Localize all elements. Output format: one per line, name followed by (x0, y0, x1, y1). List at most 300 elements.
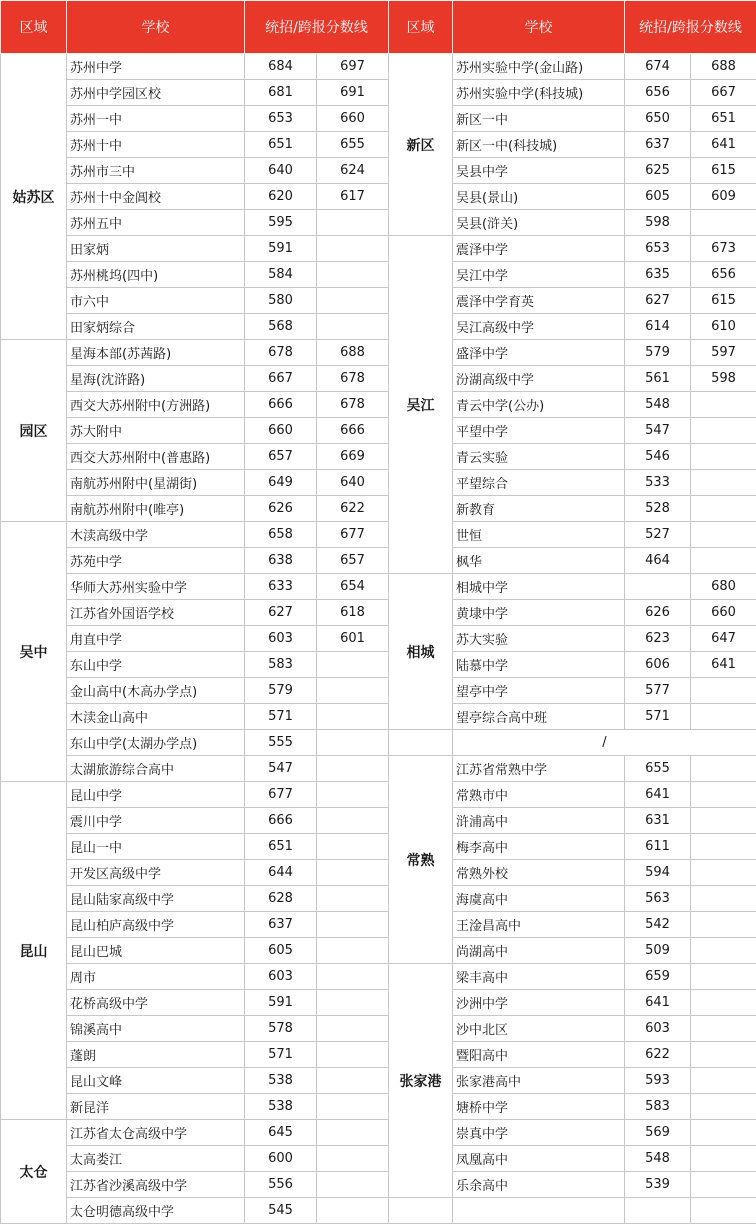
unified-score-cell: 633 (245, 574, 317, 600)
unified-score-cell: 584 (245, 262, 317, 288)
cross-score-cell (691, 210, 756, 236)
unified-score-cell: 611 (625, 834, 691, 860)
unified-score-cell: 655 (625, 756, 691, 782)
school-name-cell: 苏大附中 (67, 418, 245, 444)
school-name-cell: 太仓明德高级中学 (67, 1198, 245, 1224)
unified-score-cell: 509 (625, 938, 691, 964)
school-name-cell: 花桥高级中学 (67, 990, 245, 1016)
cross-score-cell: 617 (317, 184, 389, 210)
cross-score-cell (691, 782, 756, 808)
cross-score-cell (691, 964, 756, 990)
unified-score-cell: 579 (625, 340, 691, 366)
school-name-cell: 苏大实验 (453, 626, 625, 652)
table-row (1, 132, 756, 158)
region-cell-right: 相城 (389, 574, 453, 730)
school-name-cell: 东山中学(太湖办学点) (67, 730, 245, 756)
table-row (1, 834, 756, 860)
cross-score-cell: 656 (691, 262, 756, 288)
cross-score-cell (691, 496, 756, 522)
unified-score-cell: 538 (245, 1068, 317, 1094)
cross-score-cell (317, 1094, 389, 1120)
cross-score-cell: 666 (317, 418, 389, 444)
school-name-cell: 凤凰高中 (453, 1146, 625, 1172)
unified-score-cell: 598 (625, 210, 691, 236)
region-cell-left: 园区 (1, 340, 67, 522)
table-row (1, 1146, 756, 1172)
table-row (1, 678, 756, 704)
unified-score-cell: 622 (625, 1042, 691, 1068)
unified-score-cell: 556 (245, 1172, 317, 1198)
school-name-cell: 平望综合 (453, 470, 625, 496)
table-row (1, 366, 756, 392)
table-row (1, 964, 756, 990)
table-row (1, 184, 756, 210)
unified-score-cell: 627 (245, 600, 317, 626)
unified-score-cell: 595 (245, 210, 317, 236)
cross-score-cell (317, 1172, 389, 1198)
school-name-cell: 汾湖高级中学 (453, 366, 625, 392)
school-name-cell: 吴县中学 (453, 158, 625, 184)
unified-score-cell: 583 (245, 652, 317, 678)
unified-score-cell: 640 (245, 158, 317, 184)
unified-score-cell: 660 (245, 418, 317, 444)
unified-score-cell: 638 (245, 548, 317, 574)
school-name-cell: 苏州实验中学(金山路) (453, 54, 625, 80)
unified-score-cell: 580 (245, 288, 317, 314)
unified-score-cell: 637 (625, 132, 691, 158)
unified-score-cell: 528 (625, 496, 691, 522)
school-name-cell: 开发区高级中学 (67, 860, 245, 886)
unified-score-cell: 677 (245, 782, 317, 808)
school-name-cell: 苏州一中 (67, 106, 245, 132)
cross-score-cell (317, 886, 389, 912)
school-name-cell: 震川中学 (67, 808, 245, 834)
cross-score-cell (317, 704, 389, 730)
table-row (1, 886, 756, 912)
unified-score-cell: 571 (625, 704, 691, 730)
table-row (1, 756, 756, 782)
school-name-cell: 黄埭中学 (453, 600, 625, 626)
unified-score-cell: 539 (625, 1172, 691, 1198)
table-row (1, 1198, 756, 1224)
school-name-cell: 常熟外校 (453, 860, 625, 886)
cross-score-cell (317, 236, 389, 262)
unified-score-cell: 569 (625, 1120, 691, 1146)
table-row (1, 444, 756, 470)
cross-score-cell: 640 (317, 470, 389, 496)
cross-score-cell: 697 (317, 54, 389, 80)
table-row (1, 1068, 756, 1094)
unified-score-cell: 620 (245, 184, 317, 210)
unified-score-cell: 593 (625, 1068, 691, 1094)
school-name-cell: 金山高中(木高办学点) (67, 678, 245, 704)
empty-cell (691, 1198, 756, 1224)
school-name-cell: 昆山文峰 (67, 1068, 245, 1094)
school-name-cell: 江苏省外国语学校 (67, 600, 245, 626)
cross-score-cell (317, 756, 389, 782)
region-cell-right: 张家港 (389, 964, 453, 1198)
school-name-cell: 苏州十中金阊校 (67, 184, 245, 210)
school-name-cell: 田家炳 (67, 236, 245, 262)
region-cell-left: 太仓 (1, 1120, 67, 1224)
unified-score-cell: 546 (625, 444, 691, 470)
table-row (1, 288, 756, 314)
cross-score-cell (317, 678, 389, 704)
school-name-cell: 华师大苏州实验中学 (67, 574, 245, 600)
cross-score-cell: 667 (691, 80, 756, 106)
school-name-cell: 木渎高级中学 (67, 522, 245, 548)
school-name-cell: 吴江中学 (453, 262, 625, 288)
table-row (1, 1172, 756, 1198)
empty-cell (389, 730, 453, 756)
table-row (1, 808, 756, 834)
cross-score-cell (691, 808, 756, 834)
school-name-cell: 东山中学 (67, 652, 245, 678)
unified-score-cell: 635 (625, 262, 691, 288)
unified-score-cell: 547 (245, 756, 317, 782)
table-row (1, 418, 756, 444)
school-name-cell: 新教育 (453, 496, 625, 522)
table-row (1, 626, 756, 652)
cross-score-cell: 641 (691, 132, 756, 158)
school-name-cell: 苏州市三中 (67, 158, 245, 184)
table-row (1, 236, 756, 262)
table-row (1, 782, 756, 808)
school-name-cell: 陆慕中学 (453, 652, 625, 678)
unified-score-cell: 623 (625, 626, 691, 652)
table-row (1, 860, 756, 886)
empty-cell (389, 1198, 453, 1224)
cross-score-cell (691, 990, 756, 1016)
unified-score-cell: 641 (625, 782, 691, 808)
school-name-cell: 田家炳综合 (67, 314, 245, 340)
unified-score-cell: 626 (245, 496, 317, 522)
school-name-cell: 吴县(景山) (453, 184, 625, 210)
unified-score-cell: 666 (245, 392, 317, 418)
cross-score-cell: 622 (317, 496, 389, 522)
unified-score-cell: 555 (245, 730, 317, 756)
unified-score-cell: 605 (245, 938, 317, 964)
school-name-cell: 相城中学 (453, 574, 625, 600)
empty-cell (453, 1198, 625, 1224)
table-row (1, 990, 756, 1016)
unified-score-cell: 542 (625, 912, 691, 938)
school-name-cell: 沙中北区 (453, 1016, 625, 1042)
table-row (1, 340, 756, 366)
school-name-cell: 锦溪高中 (67, 1016, 245, 1042)
cross-score-cell (317, 834, 389, 860)
table-row (1, 314, 756, 340)
cross-score-cell: 601 (317, 626, 389, 652)
unified-score-cell: 568 (245, 314, 317, 340)
unified-score-cell: 605 (625, 184, 691, 210)
school-name-cell: 太高娄江 (67, 1146, 245, 1172)
school-name-cell: 苏州中学 (67, 54, 245, 80)
school-name-cell: 崇真中学 (453, 1120, 625, 1146)
header-school-right: 学校 (453, 1, 625, 54)
school-name-cell: 青云中学(公办) (453, 392, 625, 418)
table-row (1, 912, 756, 938)
unified-score-cell: 563 (625, 886, 691, 912)
cross-score-cell (317, 730, 389, 756)
school-name-cell: 震泽中学育英 (453, 288, 625, 314)
cross-score-cell (317, 1198, 389, 1224)
table-row (1, 54, 756, 80)
cross-score-cell (691, 834, 756, 860)
table-row (1, 392, 756, 418)
table-row (1, 938, 756, 964)
region-cell-left: 昆山 (1, 782, 67, 1120)
unified-score-cell: 644 (245, 860, 317, 886)
cross-score-cell (317, 860, 389, 886)
unified-score-cell: 533 (625, 470, 691, 496)
unified-score-cell: 603 (245, 964, 317, 990)
cross-score-cell (317, 288, 389, 314)
school-name-cell: 常熟市中 (453, 782, 625, 808)
school-name-cell: 江苏省太仓高级中学 (67, 1120, 245, 1146)
cross-score-cell: 691 (317, 80, 389, 106)
unified-score-cell: 579 (245, 678, 317, 704)
unified-score-cell: 583 (625, 1094, 691, 1120)
cross-score-cell (317, 964, 389, 990)
empty-cell (625, 1198, 691, 1224)
unified-score-cell: 645 (245, 1120, 317, 1146)
cross-score-cell: 677 (317, 522, 389, 548)
school-name-cell: 昆山巴城 (67, 938, 245, 964)
cross-score-cell: 669 (317, 444, 389, 470)
cross-score-cell: 678 (317, 392, 389, 418)
unified-score-cell: 571 (245, 704, 317, 730)
unified-score-cell: 627 (625, 288, 691, 314)
cross-score-cell (691, 1172, 756, 1198)
table-row (1, 1042, 756, 1068)
school-name-cell: 蓬朗 (67, 1042, 245, 1068)
cross-score-cell (691, 886, 756, 912)
unified-score-cell: 561 (625, 366, 691, 392)
school-name-cell: 吴县(浒关) (453, 210, 625, 236)
table-row (1, 548, 756, 574)
unified-score-cell: 571 (245, 1042, 317, 1068)
school-name-cell: 昆山一中 (67, 834, 245, 860)
school-name-cell: 吴江高级中学 (453, 314, 625, 340)
cross-score-cell (317, 938, 389, 964)
school-name-cell: 沙洲中学 (453, 990, 625, 1016)
table-row (1, 652, 756, 678)
unified-score-cell: 527 (625, 522, 691, 548)
unified-score-cell: 464 (625, 548, 691, 574)
school-name-cell: 浒浦高中 (453, 808, 625, 834)
region-cell-right: 新区 (389, 54, 453, 236)
school-name-cell: 星海(沈浒路) (67, 366, 245, 392)
school-name-cell: 南航苏州附中(唯亭) (67, 496, 245, 522)
unified-score-cell: 545 (245, 1198, 317, 1224)
cross-score-cell: 598 (691, 366, 756, 392)
school-name-cell: 震泽中学 (453, 236, 625, 262)
header-score-right: 统招/跨报分数线 (625, 1, 756, 54)
school-name-cell: 望亭中学 (453, 678, 625, 704)
cross-score-cell: 660 (691, 600, 756, 626)
cross-score-cell (317, 210, 389, 236)
school-name-cell: 苏州中学园区校 (67, 80, 245, 106)
school-name-cell: 甪直中学 (67, 626, 245, 652)
cross-score-cell (691, 392, 756, 418)
school-name-cell: 张家港高中 (453, 1068, 625, 1094)
cross-score-cell: 651 (691, 106, 756, 132)
cross-score-cell (691, 548, 756, 574)
school-name-cell: 苏州十中 (67, 132, 245, 158)
header-region-right: 区域 (389, 1, 453, 54)
table-row (1, 496, 756, 522)
school-name-cell: 太湖旅游综合高中 (67, 756, 245, 782)
cross-score-cell: 657 (317, 548, 389, 574)
cross-score-cell: 673 (691, 236, 756, 262)
table-row (1, 574, 756, 600)
cross-score-cell (317, 912, 389, 938)
table-row (1, 704, 756, 730)
cross-score-cell (317, 652, 389, 678)
school-name-cell: 盛泽中学 (453, 340, 625, 366)
school-name-cell: 青云实验 (453, 444, 625, 470)
cross-score-cell (691, 1042, 756, 1068)
school-name-cell: 枫华 (453, 548, 625, 574)
school-name-cell: 王淦昌高中 (453, 912, 625, 938)
unified-score-cell: 614 (625, 314, 691, 340)
unified-score-cell: 651 (245, 132, 317, 158)
unified-score-cell: 637 (245, 912, 317, 938)
school-name-cell: 平望中学 (453, 418, 625, 444)
school-name-cell: 昆山中学 (67, 782, 245, 808)
unified-score-cell: 538 (245, 1094, 317, 1120)
table-row (1, 730, 756, 756)
cross-score-cell: 688 (317, 340, 389, 366)
school-name-cell: 木渎金山高中 (67, 704, 245, 730)
unified-score-cell: 656 (625, 80, 691, 106)
header-region-left: 区域 (1, 1, 67, 54)
cross-score-cell: 688 (691, 54, 756, 80)
unified-score-cell: 606 (625, 652, 691, 678)
table-row (1, 600, 756, 626)
school-name-cell: 世恒 (453, 522, 625, 548)
cross-score-cell (691, 938, 756, 964)
unified-score-cell: 657 (245, 444, 317, 470)
unified-score-cell: 631 (625, 808, 691, 834)
school-name-cell: 市六中 (67, 288, 245, 314)
table-row (1, 1094, 756, 1120)
table-header-row (1, 1, 756, 54)
unified-score-cell: 548 (625, 392, 691, 418)
unified-score-cell: 653 (245, 106, 317, 132)
table-row (1, 80, 756, 106)
school-name-cell: 昆山柏庐高级中学 (67, 912, 245, 938)
unified-score-cell (625, 574, 691, 600)
school-name-cell: 苏州五中 (67, 210, 245, 236)
table-row (1, 158, 756, 184)
school-name-cell: 塘桥中学 (453, 1094, 625, 1120)
cross-score-cell (691, 418, 756, 444)
table-row (1, 522, 756, 548)
region-cell-left: 姑苏区 (1, 54, 67, 340)
cross-score-cell (691, 1120, 756, 1146)
unified-score-cell: 681 (245, 80, 317, 106)
cross-score-cell: 654 (317, 574, 389, 600)
cross-score-cell (317, 1146, 389, 1172)
cross-score-cell (691, 756, 756, 782)
unified-score-cell: 666 (245, 808, 317, 834)
unified-score-cell: 651 (245, 834, 317, 860)
unified-score-cell: 658 (245, 522, 317, 548)
cross-score-cell: 647 (691, 626, 756, 652)
unified-score-cell: 548 (625, 1146, 691, 1172)
table-row (1, 262, 756, 288)
school-name-cell: 周市 (67, 964, 245, 990)
cross-score-cell (691, 704, 756, 730)
cross-score-cell (317, 1042, 389, 1068)
school-name-cell: 星海本部(苏茜路) (67, 340, 245, 366)
school-name-cell: 梅李高中 (453, 834, 625, 860)
header-score-left: 统招/跨报分数线 (245, 1, 389, 54)
school-name-cell: 新区一中 (453, 106, 625, 132)
school-name-cell: 暨阳高中 (453, 1042, 625, 1068)
cross-score-cell (691, 678, 756, 704)
unified-score-cell: 578 (245, 1016, 317, 1042)
school-name-cell: 西交大苏州附中(普惠路) (67, 444, 245, 470)
header-school-left: 学校 (67, 1, 245, 54)
unified-score-cell: 600 (245, 1146, 317, 1172)
school-name-cell: 望亭综合高中班 (453, 704, 625, 730)
cross-score-cell (317, 1016, 389, 1042)
school-name-cell: 南航苏州附中(星湖街) (67, 470, 245, 496)
cross-score-cell (317, 262, 389, 288)
cross-score-cell (691, 860, 756, 886)
school-name-cell: 昆山陆家高级中学 (67, 886, 245, 912)
region-cell-left: 吴中 (1, 522, 67, 782)
cross-score-cell: 615 (691, 158, 756, 184)
table-row (1, 1120, 756, 1146)
table-row (1, 106, 756, 132)
cross-score-cell (691, 1146, 756, 1172)
school-name-cell: 西交大苏州附中(方洲路) (67, 392, 245, 418)
cross-score-cell: 610 (691, 314, 756, 340)
school-name-cell: 江苏省沙溪高级中学 (67, 1172, 245, 1198)
cross-score-cell (691, 522, 756, 548)
table-body (1, 54, 756, 1224)
cross-score-cell (691, 470, 756, 496)
cross-score-cell: 615 (691, 288, 756, 314)
unified-score-cell: 625 (625, 158, 691, 184)
cross-score-cell (317, 1068, 389, 1094)
unified-score-cell: 628 (245, 886, 317, 912)
unified-score-cell: 678 (245, 340, 317, 366)
cross-score-cell: 618 (317, 600, 389, 626)
school-name-cell: 尚湖高中 (453, 938, 625, 964)
cross-score-cell: 624 (317, 158, 389, 184)
school-name-cell: 苏苑中学 (67, 548, 245, 574)
school-name-cell: 苏州桃坞(四中) (67, 262, 245, 288)
cross-score-cell: 597 (691, 340, 756, 366)
cross-score-cell (691, 1068, 756, 1094)
cross-score-cell (691, 444, 756, 470)
cross-score-cell: 678 (317, 366, 389, 392)
unified-score-cell: 594 (625, 860, 691, 886)
school-name-cell: 乐余高中 (453, 1172, 625, 1198)
school-name-cell: 梁丰高中 (453, 964, 625, 990)
unified-score-cell: 603 (625, 1016, 691, 1042)
unified-score-cell: 577 (625, 678, 691, 704)
school-name-cell: 江苏省常熟中学 (453, 756, 625, 782)
unified-score-cell: 547 (625, 418, 691, 444)
cross-score-cell (317, 314, 389, 340)
unified-score-cell: 626 (625, 600, 691, 626)
